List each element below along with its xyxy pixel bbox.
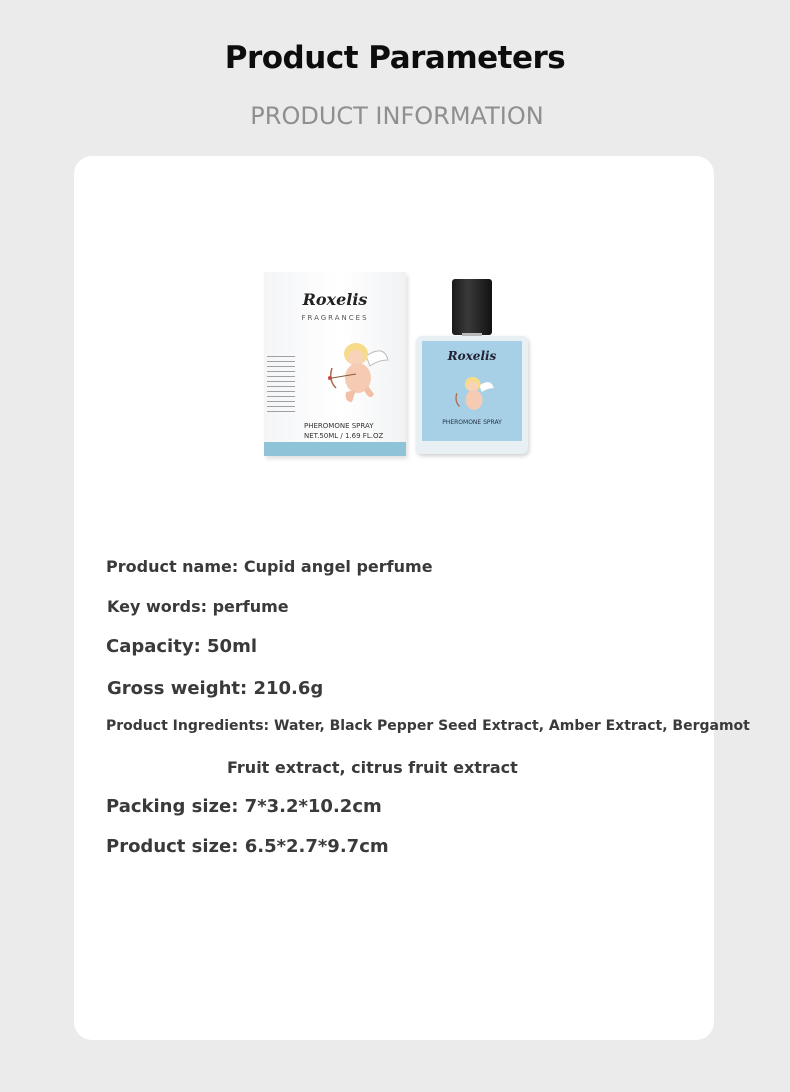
box-blue-stripe: [264, 442, 406, 456]
perfume-bottle-image: [416, 336, 528, 454]
bottle-cap: [452, 279, 492, 335]
spec-ingredients-continued: Fruit extract, citrus fruit extract: [227, 758, 518, 777]
box-brand-logo: Roxelis: [302, 290, 368, 309]
bottle-label: [422, 341, 522, 441]
cupid-illustration-icon: [326, 334, 390, 404]
bottle-product-line: PHEROMONE SPRAY: [442, 419, 502, 426]
spec-capacity: Capacity: 50ml: [106, 636, 258, 657]
page-subtitle: PRODUCT INFORMATION: [250, 102, 544, 130]
spec-product-size: Product size: 6.5*2.7*9.7cm: [106, 836, 389, 857]
spec-key-words: Key words: perfume: [107, 597, 289, 616]
box-product-line: PHEROMONE SPRAY: [304, 422, 374, 430]
spec-ingredients: Product Ingredients: Water, Black Pepper Seed Extract, Amber Extract, Bergamot: [106, 718, 750, 734]
bottle-brand-logo: Roxelis: [447, 349, 497, 363]
spec-packing-size: Packing size: 7*3.2*10.2cm: [106, 796, 382, 817]
spec-product-name: Product name: Cupid angel perfume: [106, 557, 433, 576]
box-volume-line: NET.50ML / 1.69 FL.OZ: [304, 432, 384, 440]
box-brand-subtitle: FRAGRANCES: [301, 314, 369, 322]
spec-gross-weight: Gross weight: 210.6g: [107, 678, 324, 699]
perfume-box-image: [264, 272, 406, 456]
bottle-cupid-icon: [452, 371, 496, 417]
box-side-text-lines: [267, 356, 295, 416]
page-title: Product Parameters: [224, 40, 566, 76]
